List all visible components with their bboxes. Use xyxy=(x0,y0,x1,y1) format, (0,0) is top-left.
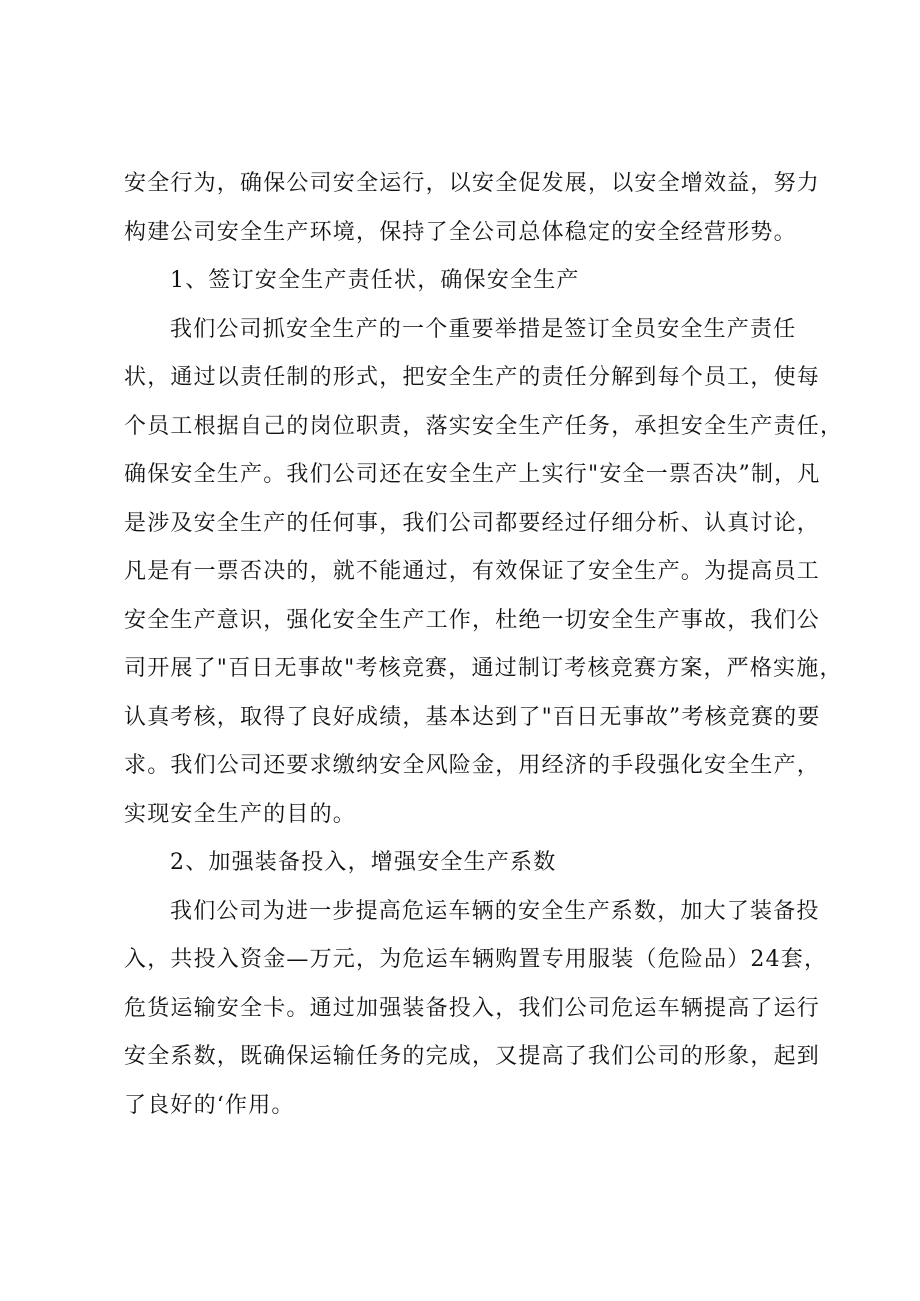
text-line: 危货运输安全卡。通过加强装备投入，我们公司危运车辆提高了运行 xyxy=(124,995,821,1021)
text-line: 凡是有一票否决的，就不能通过，有效保证了安全生产。为提高员工 xyxy=(124,559,821,584)
text-line: 构建公司安全生产环境，保持了全公司总体稳定的安全经营形势。 xyxy=(124,219,797,245)
text-line: 状，通过以责任制的形式，把安全生产的责任分解到每个员工，使每 xyxy=(124,365,821,390)
text-line: 安全生产意识，强化安全生产工作，杜绝一切安全生产事故，我们公 xyxy=(124,607,821,633)
paragraph-start: 我们公司抓安全生产的一个重要举措是签订全员安全生产责任 xyxy=(170,316,797,342)
text-line: 安全系数，既确保运输任务的完成，又提高了我们公司的形象，起到 xyxy=(124,1044,821,1069)
paragraph-start: 我们公司为进一步提高危运车辆的安全生产系数，加大了装备投 xyxy=(170,898,820,924)
text-line: 个员工根据自己的岗位职责，落实安全生产任务，承担安全生产责任， xyxy=(124,413,844,439)
text-line: 司开展了"百日无事故"考核竞赛，通过制订考核竞赛方案，严格实施， xyxy=(124,656,843,681)
text-line: 求。我们公司还要求缴纳安全风险金，用经济的手段强化安全生产， xyxy=(124,753,821,778)
text-line: 安全行为，确保公司安全运行，以安全促发展，以安全增效益，努力 xyxy=(124,171,821,196)
section-heading-1: 1、签订安全生产责任状，确保安全生产 xyxy=(170,268,580,293)
text-line: 实现安全生产的目的。 xyxy=(124,801,357,827)
document-body xyxy=(124,160,844,1130)
text-line: 是涉及安全生产的任何事，我们公司都要经过仔细分析、认真讨论， xyxy=(124,510,821,536)
text-line: 入，共投入资金—万元，为危运车辆购置专用服装（危险品）24套， xyxy=(124,947,828,972)
section-heading-2: 2、加强装备投入，增强安全生产系数 xyxy=(170,850,557,875)
text-line: 认真考核，取得了良好成绩，基本达到了"百日无事故”考核竞赛的要 xyxy=(124,704,821,730)
text-line: 了良好的‘作用。 xyxy=(124,1092,295,1118)
text-line: 确保安全生产。我们公司还在安全生产上实行"安全一票否决”制，凡 xyxy=(124,462,821,487)
